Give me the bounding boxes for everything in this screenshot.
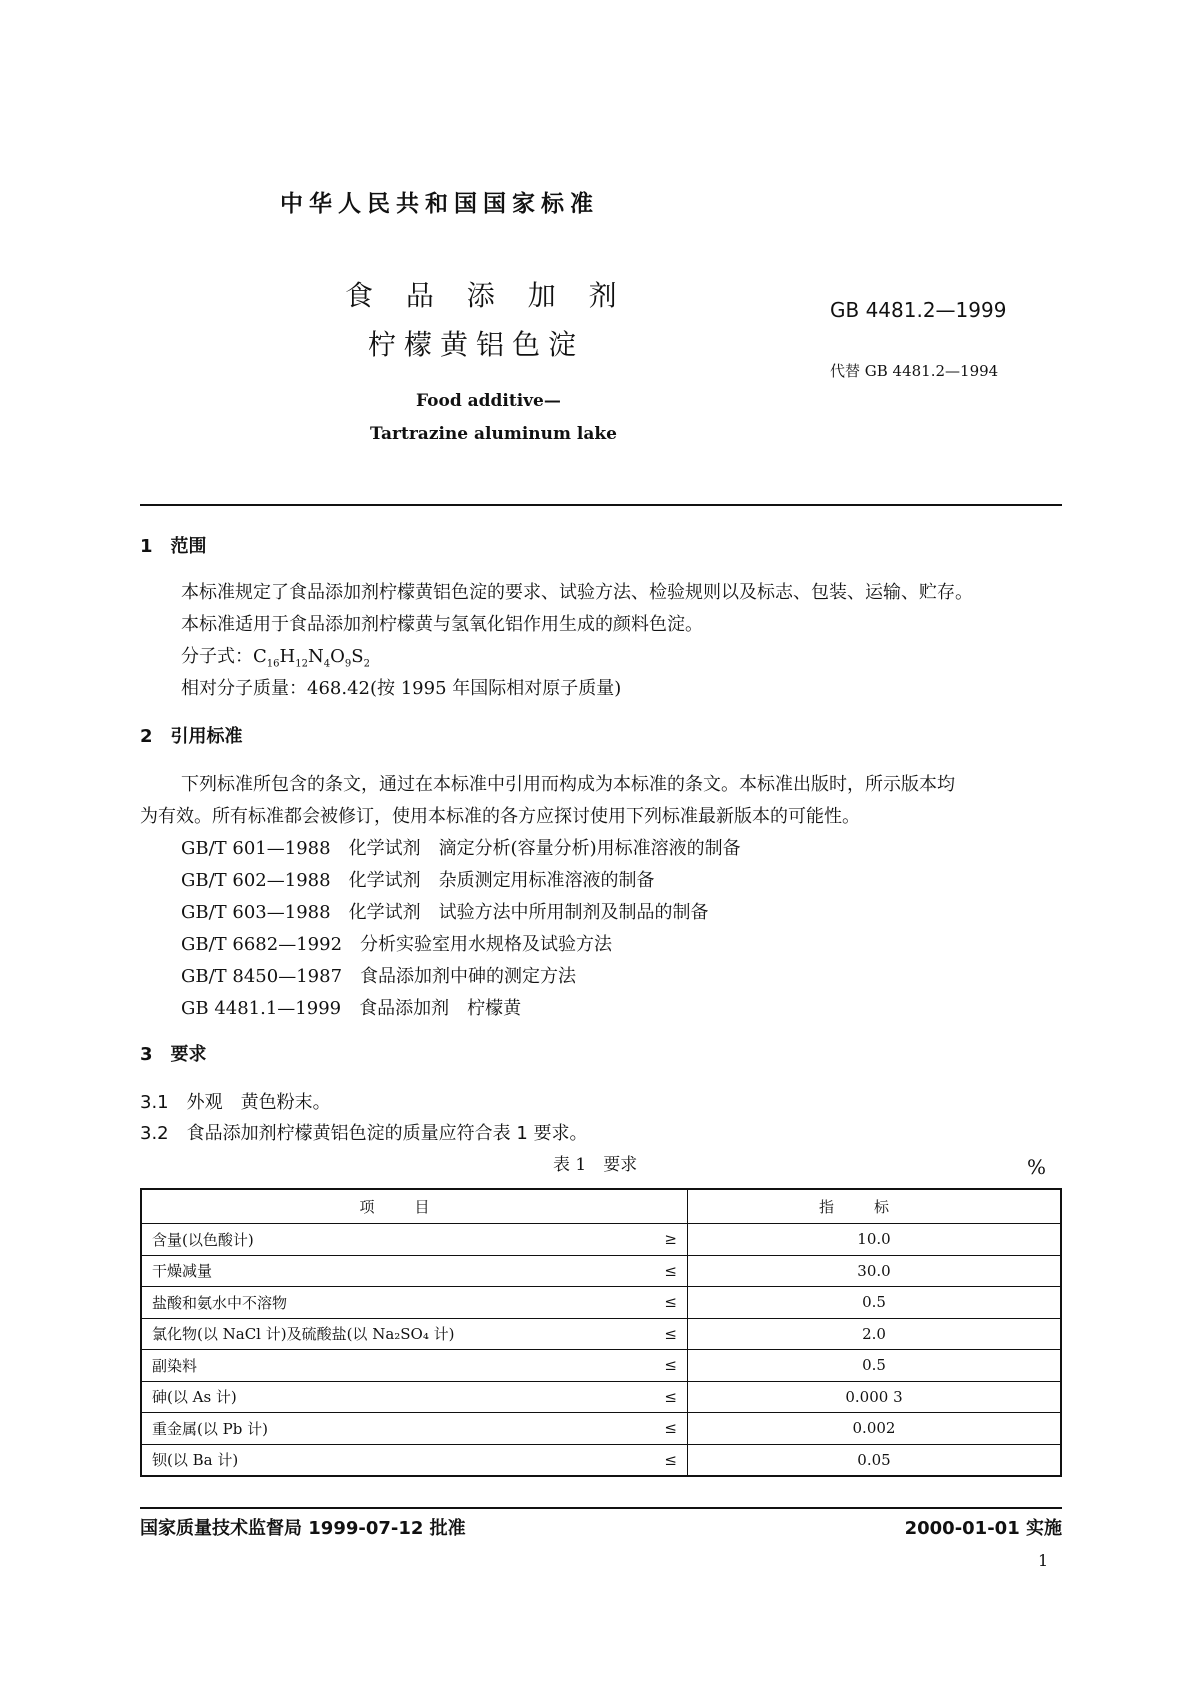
document-title-line1: 食 品 添 加 剂	[345, 279, 629, 312]
table-row	[141, 1224, 1061, 1256]
reference-item: GB/T 603—1988 化学试剂 试验方法中所用制剂及制品的制备	[181, 902, 709, 923]
value-cell: 0.05	[688, 1444, 1062, 1476]
comparison-symbol: ≤	[637, 1350, 688, 1382]
table-row	[141, 1350, 1061, 1382]
table-row	[141, 1318, 1061, 1350]
reference-item: GB 4481.1—1999 食品添加剂 柠檬黄	[181, 998, 522, 1019]
comparison-symbol: ≤	[637, 1287, 688, 1319]
header-divider	[140, 504, 1062, 506]
effective-date: 2000-01-01 实施	[904, 1518, 1062, 1539]
reference-item: GB/T 6682—1992 分析实验室用水规格及试验方法	[181, 934, 613, 955]
english-title-line2: Tartrazine aluminum lake	[370, 424, 617, 444]
value-cell: 10.0	[688, 1224, 1062, 1256]
approval-info: 国家质量技术监督局 1999-07-12 批准	[140, 1518, 466, 1539]
value-cell: 2.0	[688, 1318, 1062, 1350]
comparison-symbol: ≤	[637, 1444, 688, 1476]
table-header-row	[141, 1189, 1061, 1224]
table-row	[141, 1381, 1061, 1413]
page-number: 1	[1038, 1551, 1049, 1570]
comparison-symbol: ≤	[637, 1255, 688, 1287]
comparison-symbol: ≤	[637, 1413, 688, 1445]
item-cell: 副染料	[141, 1350, 637, 1382]
paragraph: 下列标准所包含的条文，通过在本标准中引用而构成为本标准的条文。本标准出版时，所示版本均	[181, 774, 955, 795]
item-cell: 钡(以 Ba 计)	[141, 1444, 637, 1476]
section-3-heading: 3 要求	[140, 1044, 207, 1065]
table-row	[141, 1444, 1061, 1476]
value-cell: 0.5	[688, 1287, 1062, 1319]
table-row	[141, 1287, 1061, 1319]
column-header-value: 指标	[688, 1189, 1062, 1224]
section-1-heading: 1 范围	[140, 536, 207, 557]
clause-3-2: 3.2 食品添加剂柠檬黄铝色淀的质量应符合表 1 要求。	[140, 1123, 588, 1144]
paragraph: 本标准适用于食品添加剂柠檬黄与氢氧化铝作用生成的颜料色淀。	[181, 614, 703, 635]
item-cell: 重金属(以 Pb 计)	[141, 1413, 637, 1445]
column-header-item: 项目	[141, 1189, 688, 1224]
reference-item: GB/T 602—1988 化学试剂 杂质测定用标准溶液的制备	[181, 870, 655, 891]
reference-item: GB/T 601—1988 化学试剂 滴定分析(容量分析)用标准溶液的制备	[181, 838, 741, 859]
reference-item: GB/T 8450—1987 食品添加剂中砷的测定方法	[181, 966, 577, 987]
comparison-symbol: ≥	[637, 1224, 688, 1256]
value-cell: 0.002	[688, 1413, 1062, 1445]
section-2-heading: 2 引用标准	[140, 726, 243, 747]
item-cell: 氯化物(以 NaCl 计)及硫酸盐(以 Na₂SO₄ 计)	[141, 1318, 637, 1350]
paragraph: 本标准规定了食品添加剂柠檬黄铝色淀的要求、试验方法、检验规则以及标志、包装、运输、贮存。	[181, 582, 973, 603]
requirements-table	[140, 1188, 1062, 1477]
document-title-line2: 柠檬黄铝色淀	[368, 328, 585, 361]
table-unit: %	[1027, 1155, 1047, 1179]
comparison-symbol: ≤	[637, 1381, 688, 1413]
replaces-code: 代替 GB 4481.2—1994	[830, 362, 999, 380]
item-cell: 砷(以 As 计)	[141, 1381, 637, 1413]
table-caption: 表 1 要求	[553, 1155, 638, 1175]
english-title-line1: Food additive—	[416, 391, 561, 411]
paragraph: 为有效。所有标准都会被修订，使用本标准的各方应探讨使用下列标准最新版本的可能性。	[140, 806, 860, 827]
value-cell: 0.5	[688, 1350, 1062, 1382]
national-standard-title: 中华人民共和国国家标准	[280, 191, 599, 217]
standard-code: GB 4481.2—1999	[830, 298, 1007, 322]
table-row	[141, 1413, 1061, 1445]
item-cell: 盐酸和氨水中不溶物	[141, 1287, 637, 1319]
item-cell: 干燥减量	[141, 1255, 637, 1287]
molecular-mass: 相对分子质量：468.42(按 1995 年国际相对原子质量)	[181, 678, 622, 699]
comparison-symbol: ≤	[637, 1318, 688, 1350]
value-cell: 0.000 3	[688, 1381, 1062, 1413]
clause-3-1: 3.1 外观 黄色粉末。	[140, 1092, 331, 1113]
footer-divider	[140, 1507, 1062, 1509]
molecular-formula: 分子式：$C_{16}H_{12}N_4O_9S_2$	[181, 646, 370, 670]
item-cell: 含量(以色酸计)	[141, 1224, 637, 1256]
table-row	[141, 1255, 1061, 1287]
value-cell: 30.0	[688, 1255, 1062, 1287]
